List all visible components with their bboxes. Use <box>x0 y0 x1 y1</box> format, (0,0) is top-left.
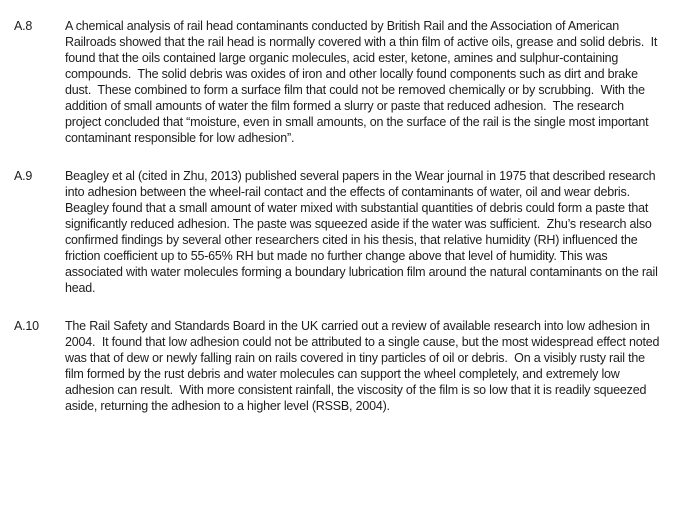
paragraph-a9 <box>14 168 664 296</box>
paragraph-label: A.8 <box>14 19 33 33</box>
paragraph-a10 <box>14 318 664 414</box>
paragraph-a8 <box>14 18 664 146</box>
paragraph-label: A.10 <box>14 319 39 333</box>
paragraph-text: The Rail Safety and Standards Board in the UK carried out a review of available research into low adhesion in 2004. It found that low adhesion could not be attributed to a single cause, but the most widespread effect noted was that of dew or newly falling rain on rails covered in tiny particles of oil or debris. On a visibly rusty rail the film formed by the rust debris and water molecules can support the wheel completely, and extremely low adhesion can result. With more consistent rainfall, the viscosity of the film is so low that it is readily squeezed aside, returning the adhesion to a higher level (RSSB, 2004). <box>65 319 663 413</box>
paragraph-text: Beagley et al (cited in Zhu, 2013) published several papers in the Wear journal in 1975 that described research into adhesion between the wheel-rail contact and the effects of contaminants of water, oil and wear debris. Beagley found that a small amount of water mixed with substantial quantities of debris could form a paste that significantly reduced adhesion. The paste was squeezed aside if the water was sufficient. Zhu’s research also confirmed findings by several other researchers cited in his thesis, that relative humidity (RH) influenced the friction coefficient up to 55-65% RH but made no further change above that level of humidity. This was associated with water molecules forming a boundary lubrication film around the natural contaminants on the rail head. <box>65 169 661 295</box>
paragraph-text: A chemical analysis of rail head contaminants conducted by British Rail and the Association of American Railroads showed that the rail head is normally covered with a thin film of active oils, grease and solid debris. It found that the oils contained large organic molecules, acid ester, ketone, amines and sulphur-containing compounds. The solid debris was oxides of iron and other locally found components such as dirt and brake dust. These combined to form a surface film that could not be removed chemically or by scrubbing. With the addition of small amounts of water the film formed a slurry or paste that reduced adhesion. The research project concluded that “moisture, even in small amounts, on the surface of the rail is the single most important contaminant responsible for low adhesion”. <box>65 19 661 145</box>
paragraph-label: A.9 <box>14 169 33 183</box>
